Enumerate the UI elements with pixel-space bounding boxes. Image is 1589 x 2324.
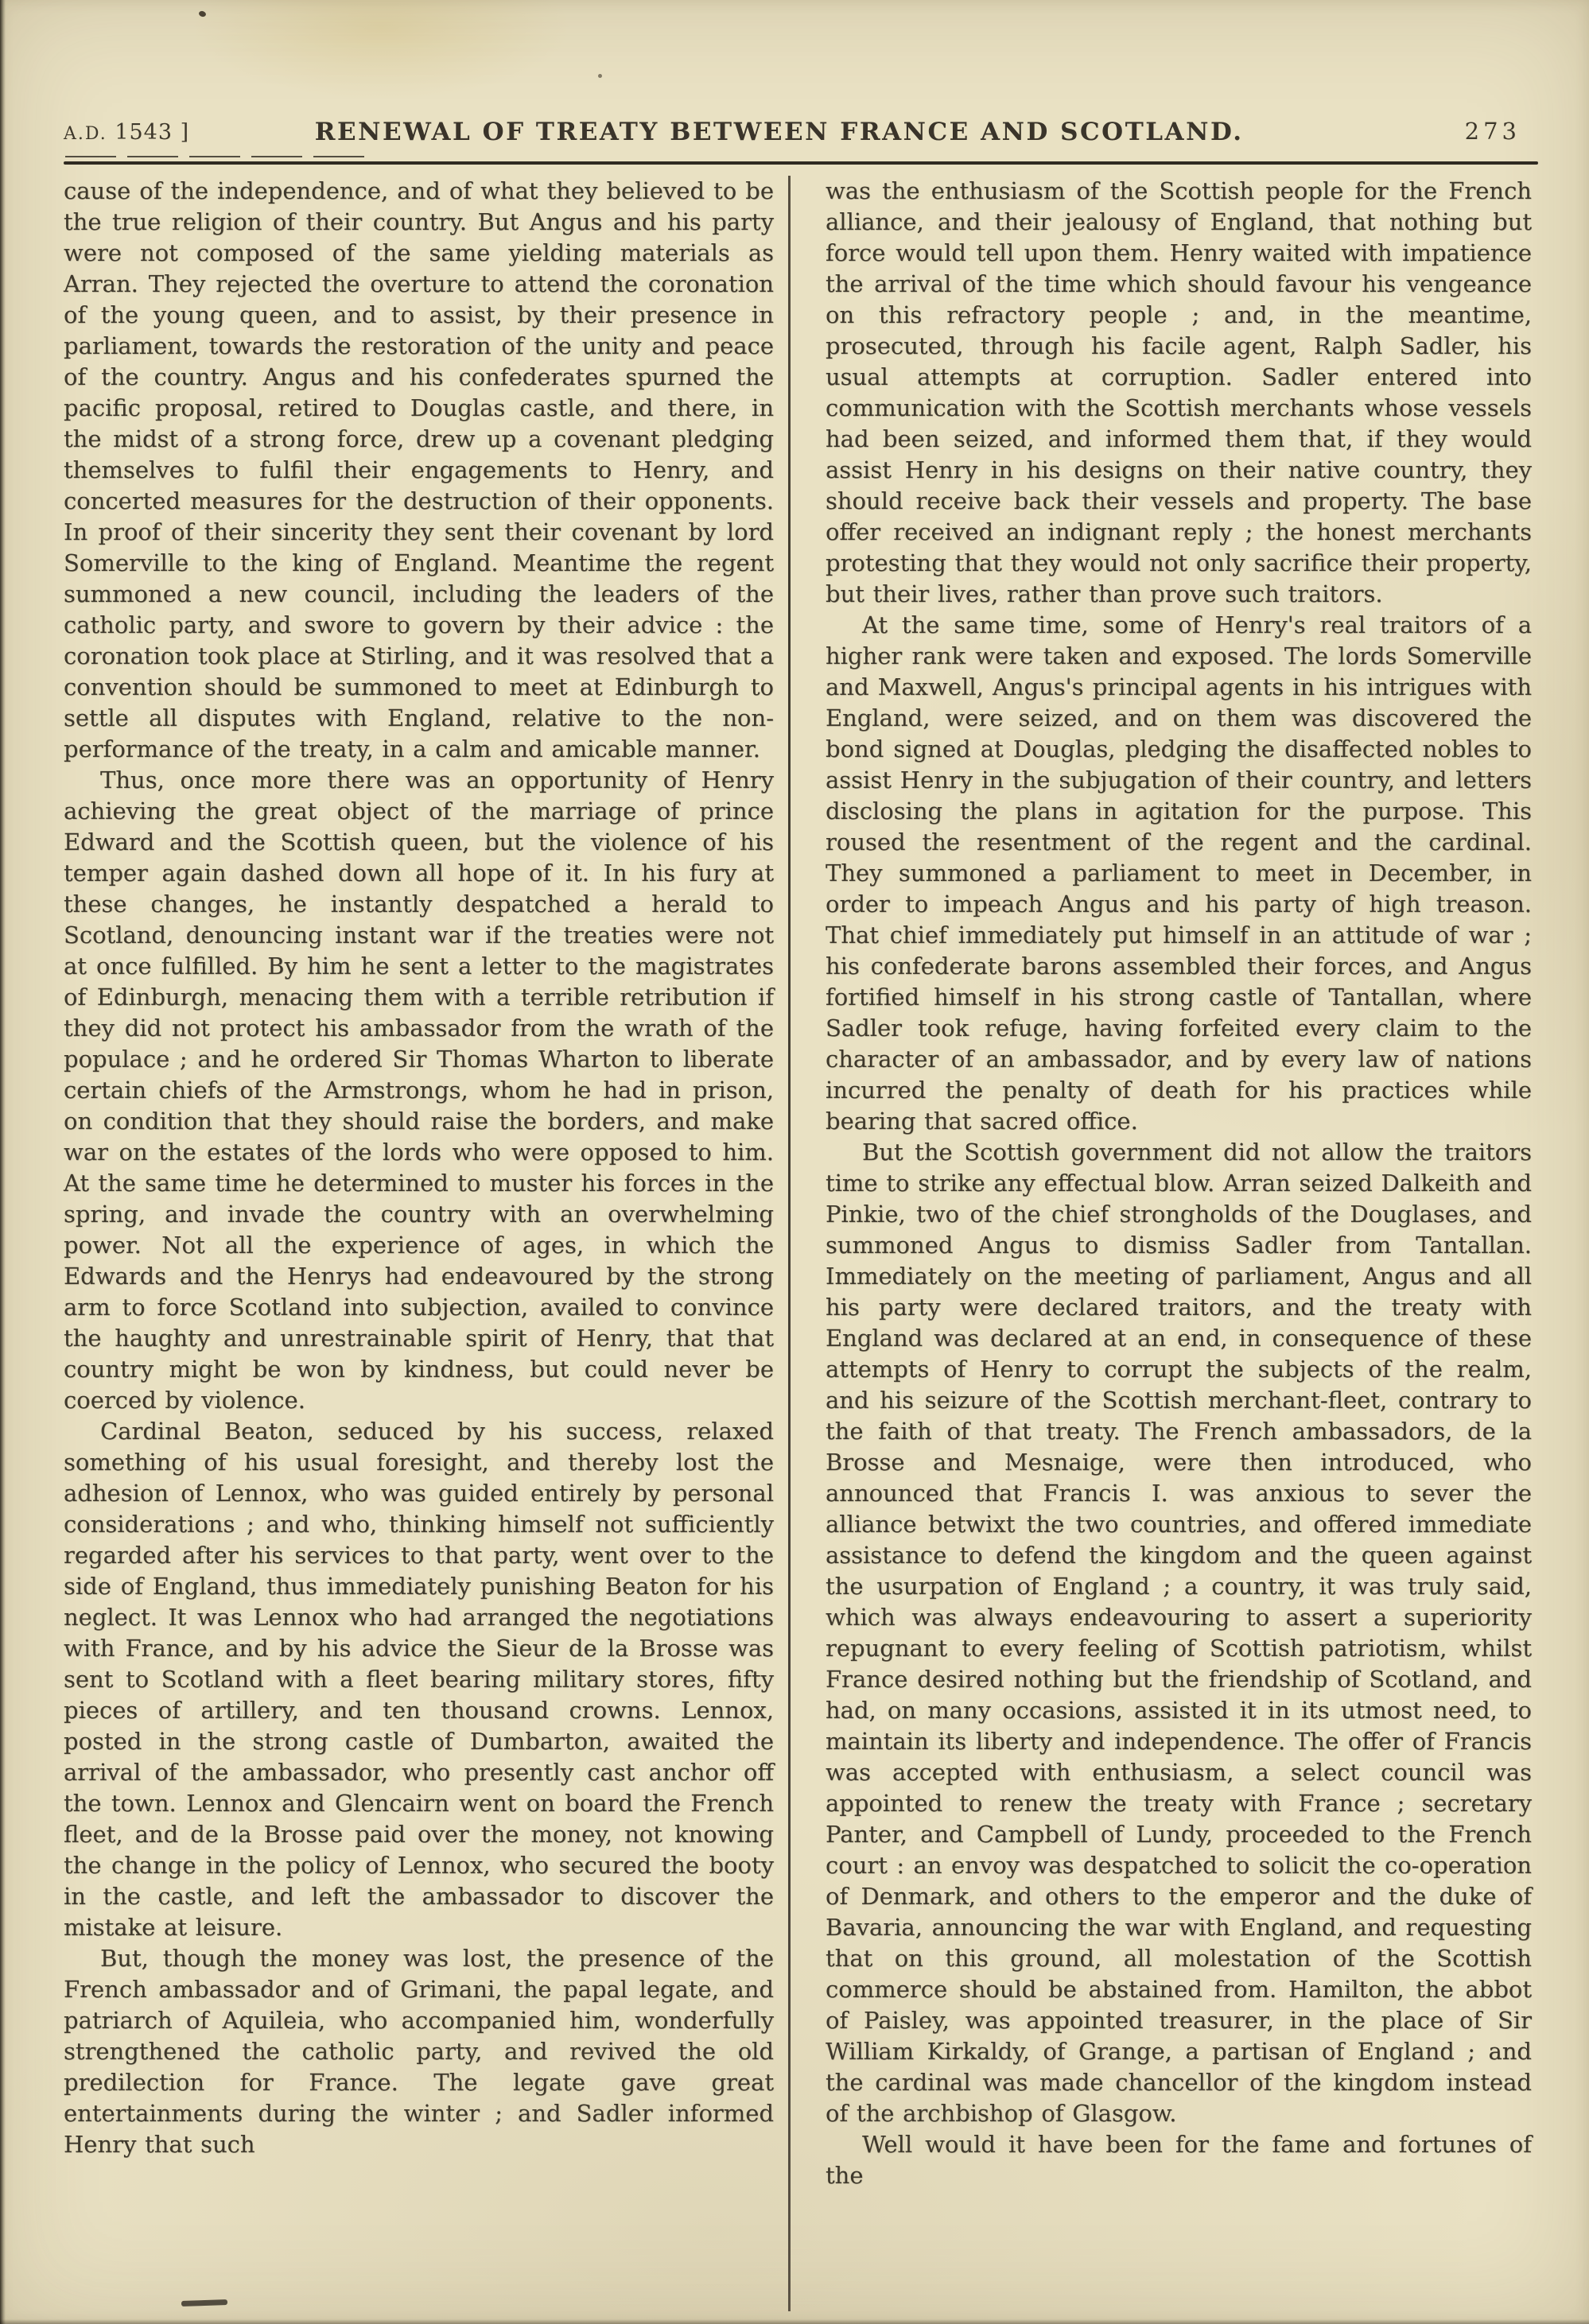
- paragraph: cause of the independence, and of what they believed to be the true religion of their country. But Angus and his party were not composed of the same yielding materials as Arran. They rejected the overture to attend the coronation of the young queen, and to assist, by their presence in parliament, towards the restoration of the unity and peace of the country. Angus and his confederates spurned the pacific proposal, retired to Douglas castle, and there, in the midst of a strong force, drew up a covenant pledging themselves to fulfil their engagements to Henry, and concerted measures for the destruction of their opponents. In proof of their sincerity they sent their covenant by lord Somerville to the king of England. Meantime the regent summoned a new council, including the leaders of the catholic party, and swore to govern by their advice : the coronation took place at Stirling, and it was resolved that a convention should be summoned to meet at Edinburgh to settle all disputes with England, relative to the non-performance of the treaty, in a calm and amicable manner.: [64, 177, 774, 762]
- header-rule: [64, 161, 1538, 165]
- page-number: 273: [1464, 118, 1521, 145]
- paragraph: was the enthusiasm of the Scottish people for the French alliance, and their jealousy of England, that nothing but force would tell upon them. Henry waited with impatience the arrival of the time which should favour his vengeance on this refractory people ; and, in the meantime, prosecuted, through his facile agent, Ralph Sadler, his usual attempts at corruption. Sadler entered into communication with the Scottish merchants whose vessels had been seized, and informed them that, if they would assist Henry in his designs on their native country, they should receive back their vessels and property. The base offer received an indignant reply ; the honest merchants protesting that they would not only sacrifice their property, but their lives, rather than prove such traitors.: [826, 177, 1532, 607]
- era-label: A.D.: [64, 124, 107, 144]
- paragraph: But the Scottish government did not allow the traitors time to strike any effectual blow. Arran seized Dalkeith and Pinkie, two of the chief strongholds of the Douglases, and summoned Angus to dismiss Sadler from Tantallan. Immediately on the meeting of parliament, Angus and all his party were declared traitors, and the treaty with England was declared at an end, in consequence of these attempts of Henry to corrupt the subjects of the realm, and his seizure of the Scottish merchant-fleet, contrary to the faith of that treaty. The French ambassadors, de la Brosse and Mesnaige, were then introduced, who announced that Francis I. was anxious to sever the alliance betwixt the two countries, and offered immediate assistance to defend the kingdom and the queen against the usurpation of England ; a country, it was truly said, which was always endeavouring to assert a superiority repugnant to every feeling of Scottish patriotism, whilst France desired nothing but the friendship of Scotland, and had, on many occasions, assisted it in its utmost need, to maintain its liberty and independence. The offer of Francis was accepted with enthusiasm, a select council was appointed to renew the treaty with France ; secretary Panter, and Campbell of Lundy, proceeded to the French court : an envoy was despatched to solicit the co-operation of Denmark, and others to the emperor and the duke of Bavaria, announcing the war with England, and requesting that on this ground, all molestation of the Scottish commerce should be abstained from. Hamilton, the abbot of Paisley, was appointed treasurer, in the place of Sir William Kirkaldy, of Grange, a partisan of England ; and the cardinal was made chancellor of the kingdom instead of the archbishop of Glasgow.: [826, 1139, 1532, 2127]
- left-column: [64, 176, 774, 2311]
- paragraph: At the same time, some of Henry's real traitors of a higher rank were taken and exposed. The lords Somerville and Maxwell, Angus's principal agents in his intrigues with England, were seized, and on them was discovered the bond signed at Douglas, pledging the disaffected nobles to assist Henry in the subjugation of their country, and letters disclosing the plans in agitation for the purpose. This roused the resentment of the regent and the cardinal. They summoned a parliament to meet in December, in order to impeach Angus and his party of high treason. That chief immediately put himself in an attitude of war ; his confederate barons assembled their forces, and Angus fortified himself in his strong castle of Tantallan, where Sadler took refuge, having forfeited every claim to the character of an ambassador, and by every law of nations incurred the penalty of death for his practices while bearing that sacred office.: [826, 611, 1532, 1135]
- paragraph: But, though the money was lost, the presence of the French ambassador and of Grimani, the papal legate, and patriarch of Aquileia, who accompanied him, wonderfully strengthened the catholic party, and revived the old predilection for France. The legate gave great entertainments during the winter ; and Sadler informed Henry that such: [64, 1945, 774, 2158]
- paragraph: Well would it have been for the fame and fortunes of the: [826, 2131, 1532, 2189]
- scan-edge-bottom: [0, 2319, 1589, 2324]
- date-marker: [64, 120, 189, 145]
- scan-edge-left: [0, 0, 6, 2324]
- paragraph: Cardinal Beaton, seduced by his success, relaxed something of his usual foresight, and thereby lost the adhesion of Lennox, who was guided entirely by personal considerations ; and who, thinking himself not sufficiently regarded after his services to that party, went over to the side of England, thus immediately punishing Beaton for his neglect. It was Lennox who had arranged the negotiations with France, and by his advice the Sieur de la Brosse was sent to Scotland with a fleet bearing military stores, fifty pieces of artillery, and ten thousand crowns. Lennox, posted in the strong castle of Dumbarton, awaited the arrival of the ambassador, who presently cast anchor off the town. Lennox and Glencairn went on board the French fleet, and de la Brosse paid over the money, not knowing the change in the policy of Lennox, who secured the booty in the castle, and left the ambassador to discover the mistake at leisure.: [64, 1418, 774, 1941]
- page-header: [64, 97, 1532, 146]
- ink-speck: [598, 74, 602, 78]
- ink-speck: [198, 10, 207, 18]
- text-columns: [64, 176, 1532, 2311]
- paragraph: Thus, once more there was an opportunity of Henry achieving the great object of the marriage of prince Edward and the Scottish queen, but the violence of his temper again dashed down all hope of it. In his fury at these changes, he instantly despatched a herald to Scotland, denouncing instant war if the treaties were not at once fulfilled. By him he sent a letter to the magistrates of Edinburgh, menacing them with a terrible retribution if they did not protect his ambassador from the wrath of the populace ; and he ordered Sir Thomas Wharton to liberate certain chiefs of the Armstrongs, whom he had in prison, on condition that they should raise the borders, and make war on the estates of the lords who were opposed to him. At the same time he determined to muster his forces in the spring, and invade the country with an overwhelming power. Not all the experience of ages, in which the Edwards and the Henrys had endeavoured by the strong arm to force Scotland into subjection, availed to convince the haughty and unrestrainable spirit of Henry, that that country might be won by kindness, but could never be coerced by violence.: [64, 766, 774, 1414]
- column-divider: [788, 176, 791, 2311]
- right-column: [826, 176, 1532, 2311]
- year-label: 1543 ]: [115, 120, 190, 145]
- running-title: RENEWAL OF TREATY BETWEEN FRANCE AND SCOTLAND.: [314, 118, 1244, 146]
